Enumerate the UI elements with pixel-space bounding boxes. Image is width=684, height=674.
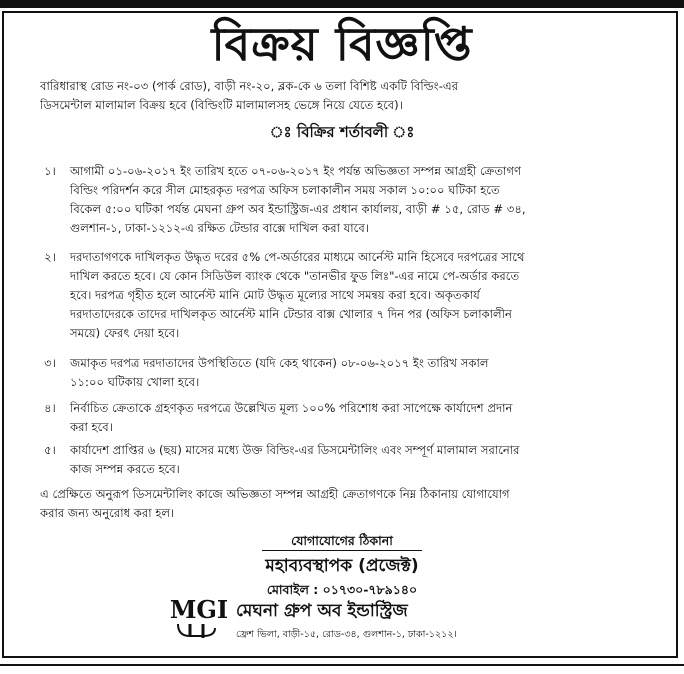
intro-paragraph xyxy=(40,77,458,115)
term-item xyxy=(70,248,524,343)
term-line: আগামী ০১-০৬-২০১৭ ইং তারিখ হতে ০৭-০৬-২০১৭ ইং পর্যন্ত অভিজ্ঞতা সম্পন্ন আগ্রহী ক্রেতাগণ xyxy=(70,164,522,178)
term-item xyxy=(70,354,488,392)
company-address: ফ্রেশ ভিলা, বাড়ী-১৫, রোড-৩৪, গুলশান-১, ঢাকা-১২১২। xyxy=(236,629,457,640)
term-line: বিল্ডিং পরিদর্শন করে সীল মোহরকৃত দরপত্র অফিস চলাকালীন সময় সকাল ১০:০০ ঘটিকা হতে xyxy=(70,183,500,197)
closing-paragraph xyxy=(40,485,510,523)
bottom-border-strip xyxy=(0,664,684,674)
company-logo xyxy=(170,582,228,640)
logo-text: MGI xyxy=(170,595,228,624)
term-line: হবে। দরপত্র গৃহীত হলে আর্নেস্ট মানি মোট উদ্ধৃত মূল্যের সাথে সমন্বয় করা হবে। অকৃতকার্য xyxy=(70,288,480,302)
contact-designation: মহাব্যবস্থাপক (প্রজেক্ট) xyxy=(265,556,419,576)
term-line: করা হবে। xyxy=(70,420,113,434)
notice-headline: বিক্রয় বিজ্ঞপ্তি xyxy=(211,17,473,71)
company-name: মেঘনা গ্রুপ অব ইন্ডাস্ট্রিজ xyxy=(236,601,408,621)
term-number: ১। xyxy=(44,164,56,178)
term-line: দাখিল করতে হবে। যে কোন সিডিউল ব্যাংক থেকে "তানভীর ফুড লিঃ"-এর নামে পে-অর্ডার করতে xyxy=(70,269,520,283)
term-line: দরদাতাদেরকে তাদের দাখিলকৃত আর্নেস্ট মানি টেন্ডার বাক্স খোলার ৭ দিন পর (অফিস চলাকালীন xyxy=(70,307,512,321)
term-line: দরদাতাগণকে দাখিলকৃত উদ্ধৃত দরের ৫% পে-অর্ডারের মাধ্যমে আর্নেস্ট মানি হিসেবে দরপত্রের সাথে xyxy=(70,250,525,264)
intro-line: বারিধারাস্থ রোড নং-০৩ (পার্ক রোড), বাড়ী নং-২০, ব্লক-কে ৬ তলা বিশিষ্ট একটি বিল্ডিং-এর xyxy=(40,79,459,93)
term-line: নির্বাচিত ক্রেতাকে গ্রহণকৃত দরপত্রে উল্লেখিত মূল্য ১০০% পরিশোধ করা সাপেক্ষে কার্যাদেশ প্রদান xyxy=(70,401,513,415)
term-line: কার্যাদেশ প্রাপ্তির ৬ (ছয়) মাসের মধ্যে উক্ত বিল্ডিং-এর ডিসমেন্টালিং এবং সম্পূর্ণ মালামাল সরানোর xyxy=(70,443,520,457)
closing-line: এ প্রেক্ষিতে অনুরূপ ডিসমেন্টালিং কাজে অভিজ্ঞতা সম্পন্ন আগ্রহী ক্রেতাগণকে নিম্ন ঠিকানায় যোগাযোগ xyxy=(40,487,510,501)
term-line: সময়ে) ফেরৎ দেয়া হবে। xyxy=(70,326,180,340)
contact-mobile: মোবাইল : ০১৭৩০-৭৮৯১৪০ xyxy=(266,582,418,597)
term-item xyxy=(70,441,520,479)
term-line: বিকেল ৫:০০ ঘটিকা পর্যন্ত মেঘনা গ্রুপ অব ইন্ডাস্ট্রিজ-এর প্রধান কার্যালয়, বাড়ী # ১৫, রোড # ৩৪, xyxy=(70,202,526,216)
terms-heading: ঃ বিক্রির শর্তাবলী ঃ xyxy=(269,123,415,141)
term-number: ৪। xyxy=(44,401,56,415)
term-number: ২। xyxy=(44,250,56,264)
contact-heading: যোগাযোগের ঠিকানা xyxy=(291,533,393,548)
term-line: গুলশান-১, ঢাকা-১২১২-এ রক্ষিত টেন্ডার বাক্সে দাখিল করা যাবে। xyxy=(70,221,369,235)
term-line: জমাকৃত দরপত্র দরদাতাদের উপস্থিতিতে (যদি কেহ থাকেন) ০৮-০৬-২০১৭ ইং তারিখ সকাল xyxy=(70,356,489,370)
term-item xyxy=(70,399,512,437)
term-number: ৫। xyxy=(44,443,56,457)
closing-line: করার জন্য অনুরোধ করা হল। xyxy=(40,506,175,520)
top-border-strip xyxy=(0,0,684,8)
term-line: কাজ সম্পন্ন করতে হবে। xyxy=(70,462,180,476)
term-item xyxy=(70,162,526,238)
contact-heading-underline xyxy=(262,550,422,551)
intro-line: ডিসমেন্টাল মালামাল বিক্রয় হবে (বিল্ডিংটি মালামালসহ ভেঙ্গে নিয়ে যেতে হবে)। xyxy=(40,98,403,112)
term-line: ১১:০০ ঘটিকায় খোলা হবে। xyxy=(70,375,200,389)
term-number: ৩। xyxy=(44,356,56,370)
